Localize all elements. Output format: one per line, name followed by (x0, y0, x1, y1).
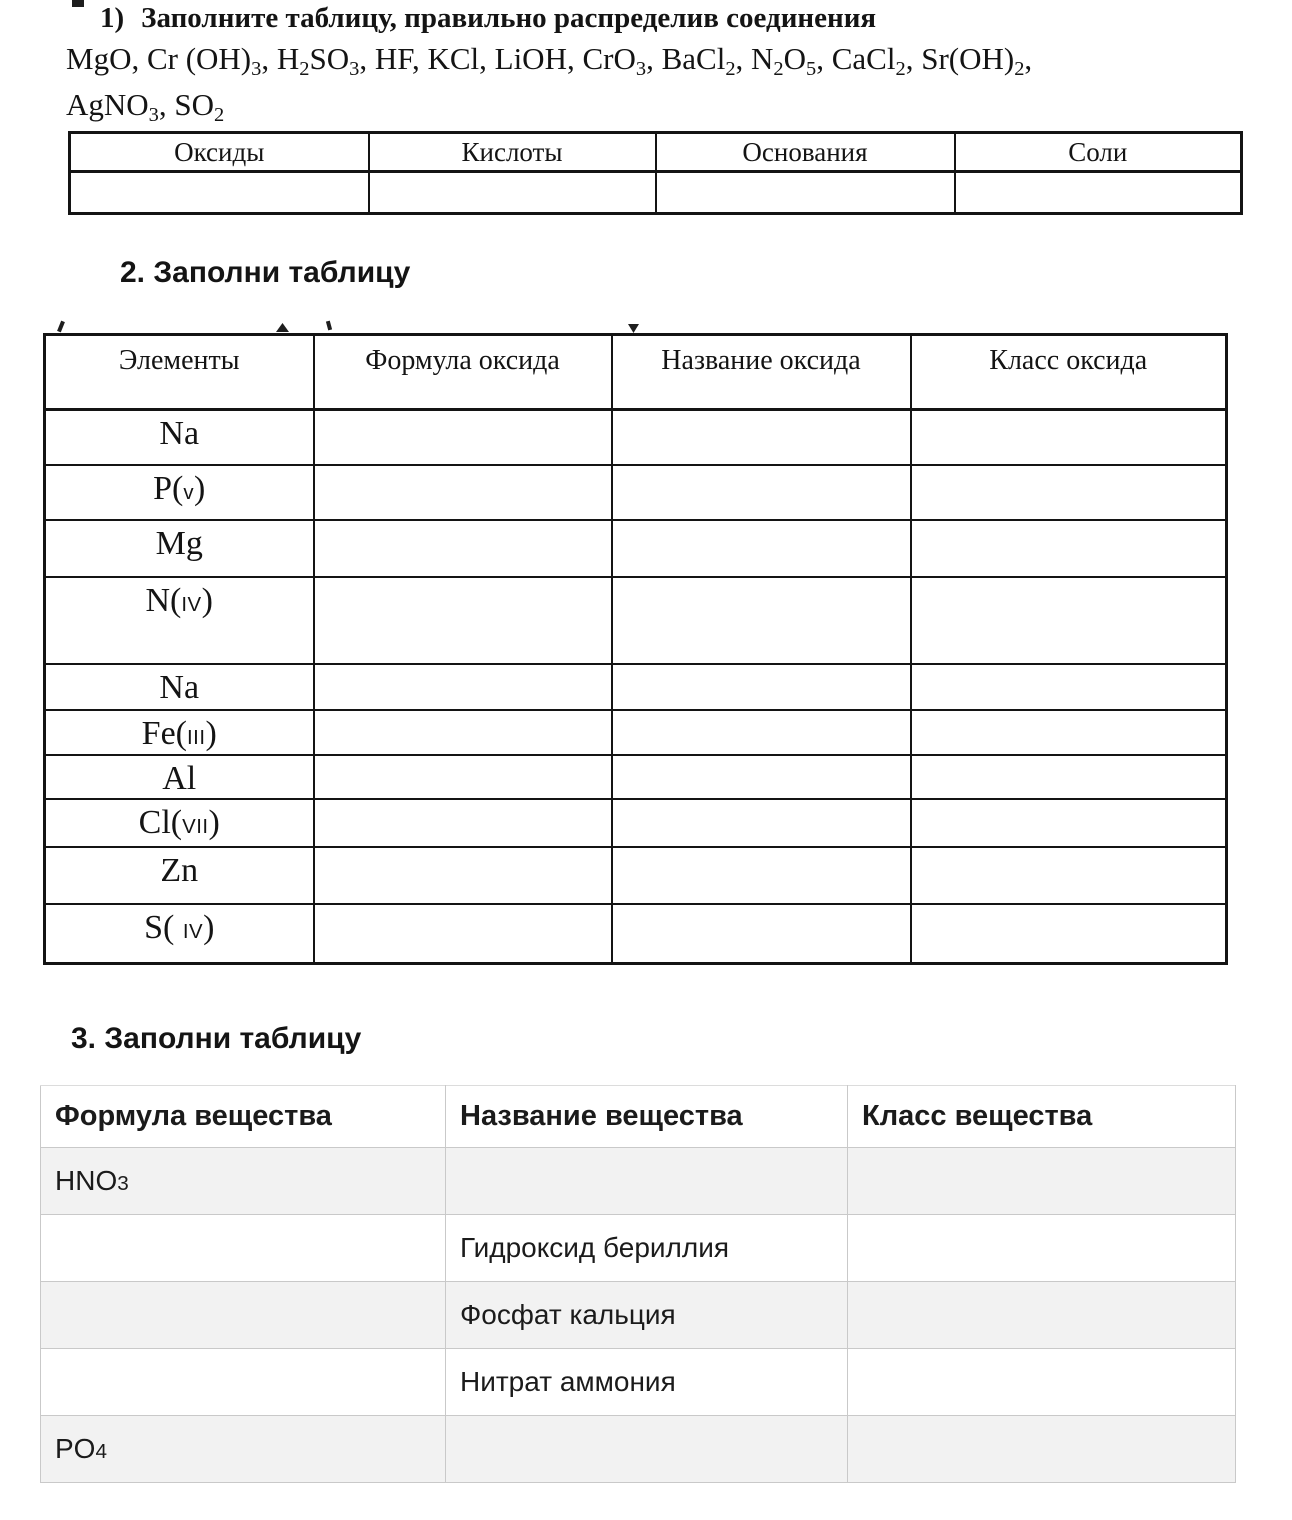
element-cell: Na (45, 410, 314, 465)
substances-table (40, 1085, 1236, 1483)
answer-cell (848, 1349, 1236, 1416)
answer-cell (656, 172, 955, 214)
answer-cell (612, 520, 911, 577)
answer-cell (911, 664, 1227, 710)
classification-table (68, 131, 1243, 215)
answer-cell (314, 664, 612, 710)
answer-cell (612, 710, 911, 755)
answer-cell (612, 664, 911, 710)
answer-cell (314, 410, 612, 465)
table-header-row (41, 1086, 1236, 1148)
answer-cell (369, 172, 656, 214)
answer-cell (911, 465, 1227, 520)
answer-cell (848, 1215, 1236, 1282)
column-header: Кислоты (369, 133, 656, 172)
table-row (45, 577, 1227, 664)
name-cell: Нитрат аммония (446, 1349, 848, 1416)
answer-cell (612, 904, 911, 964)
task1-heading (100, 2, 876, 35)
answer-cell (70, 172, 369, 214)
element-cell: N(IV) (45, 577, 314, 664)
answer-cell (911, 410, 1227, 465)
stray-mark (326, 321, 332, 331)
answer-cell (911, 577, 1227, 664)
column-header: Элементы (45, 335, 314, 410)
table-row (45, 410, 1227, 465)
answer-cell (314, 755, 612, 799)
answer-cell (911, 847, 1227, 904)
answer-cell (911, 904, 1227, 964)
table-row (41, 1416, 1236, 1483)
column-header: Класс оксида (911, 335, 1227, 410)
column-header: Основания (656, 133, 955, 172)
element-cell: Zn (45, 847, 314, 904)
column-header: Формула вещества (41, 1086, 446, 1148)
answer-cell (612, 755, 911, 799)
element-cell: Mg (45, 520, 314, 577)
column-header: Оксиды (70, 133, 369, 172)
table-row (45, 755, 1227, 799)
element-cell: S( IV) (45, 904, 314, 964)
stray-mark (628, 324, 639, 333)
name-cell: Гидроксид бериллия (446, 1215, 848, 1282)
table-header-row (45, 335, 1227, 410)
table-row (41, 1349, 1236, 1416)
compound-line: AgNO3, SO2 (66, 87, 225, 127)
task1-title: Заполните таблицу, правильно распределив соединения (141, 2, 877, 34)
answer-cell (848, 1148, 1236, 1215)
answer-cell (911, 799, 1227, 847)
answer-cell (848, 1416, 1236, 1483)
answer-cell (314, 577, 612, 664)
answer-cell (911, 755, 1227, 799)
task3-heading: 3. Заполни таблицу (71, 1022, 362, 1055)
stray-mark (276, 323, 289, 332)
answer-cell (911, 710, 1227, 755)
answer-cell (314, 904, 612, 964)
element-cell: Fe(III) (45, 710, 314, 755)
table-row (45, 710, 1227, 755)
formula-cell: HNO3 (41, 1148, 446, 1215)
answer-cell (612, 577, 911, 664)
answer-cell (848, 1282, 1236, 1349)
table-row (45, 799, 1227, 847)
compound-line: MgO, Cr (OH)3, H2SO3, HF, KCl, LiOH, CrO3, BaCl2, N2O5, CaCl2, Sr(OH)2, (66, 41, 1033, 81)
element-cell: Cl(VII) (45, 799, 314, 847)
table-row (45, 664, 1227, 710)
answer-cell (446, 1416, 848, 1483)
table-row (45, 847, 1227, 904)
table-row (41, 1282, 1236, 1349)
element-cell: Al (45, 755, 314, 799)
answer-cell (612, 465, 911, 520)
task2-heading: 2. Заполни таблицу (120, 256, 411, 289)
table-row (70, 172, 1242, 214)
answer-cell (314, 847, 612, 904)
answer-cell (612, 799, 911, 847)
answer-cell (314, 799, 612, 847)
formula-cell: PO4 (41, 1416, 446, 1483)
answer-cell (314, 710, 612, 755)
answer-cell (911, 520, 1227, 577)
name-cell: Фосфат кальция (446, 1282, 848, 1349)
element-cell: Na (45, 664, 314, 710)
answer-cell (612, 410, 911, 465)
table-row (45, 904, 1227, 964)
answer-cell (41, 1282, 446, 1349)
oxides-table (43, 333, 1228, 965)
answer-cell (41, 1215, 446, 1282)
column-header: Название вещества (446, 1086, 848, 1148)
column-header: Класс вещества (848, 1086, 1236, 1148)
answer-cell (612, 847, 911, 904)
table-row (45, 520, 1227, 577)
answer-cell (41, 1349, 446, 1416)
stray-mark (72, 0, 84, 7)
table-row (41, 1148, 1236, 1215)
table-header-row (70, 133, 1242, 172)
column-header: Название оксида (612, 335, 911, 410)
answer-cell (314, 465, 612, 520)
answer-cell (314, 520, 612, 577)
column-header: Формула оксида (314, 335, 612, 410)
table-row (45, 465, 1227, 520)
answer-cell (446, 1148, 848, 1215)
task1-number: 1) (100, 2, 125, 34)
element-cell: P(v) (45, 465, 314, 520)
task1-compound-list (66, 36, 1032, 128)
answer-cell (955, 172, 1242, 214)
stray-mark (57, 321, 65, 333)
column-header: Соли (955, 133, 1242, 172)
table-row (41, 1215, 1236, 1282)
